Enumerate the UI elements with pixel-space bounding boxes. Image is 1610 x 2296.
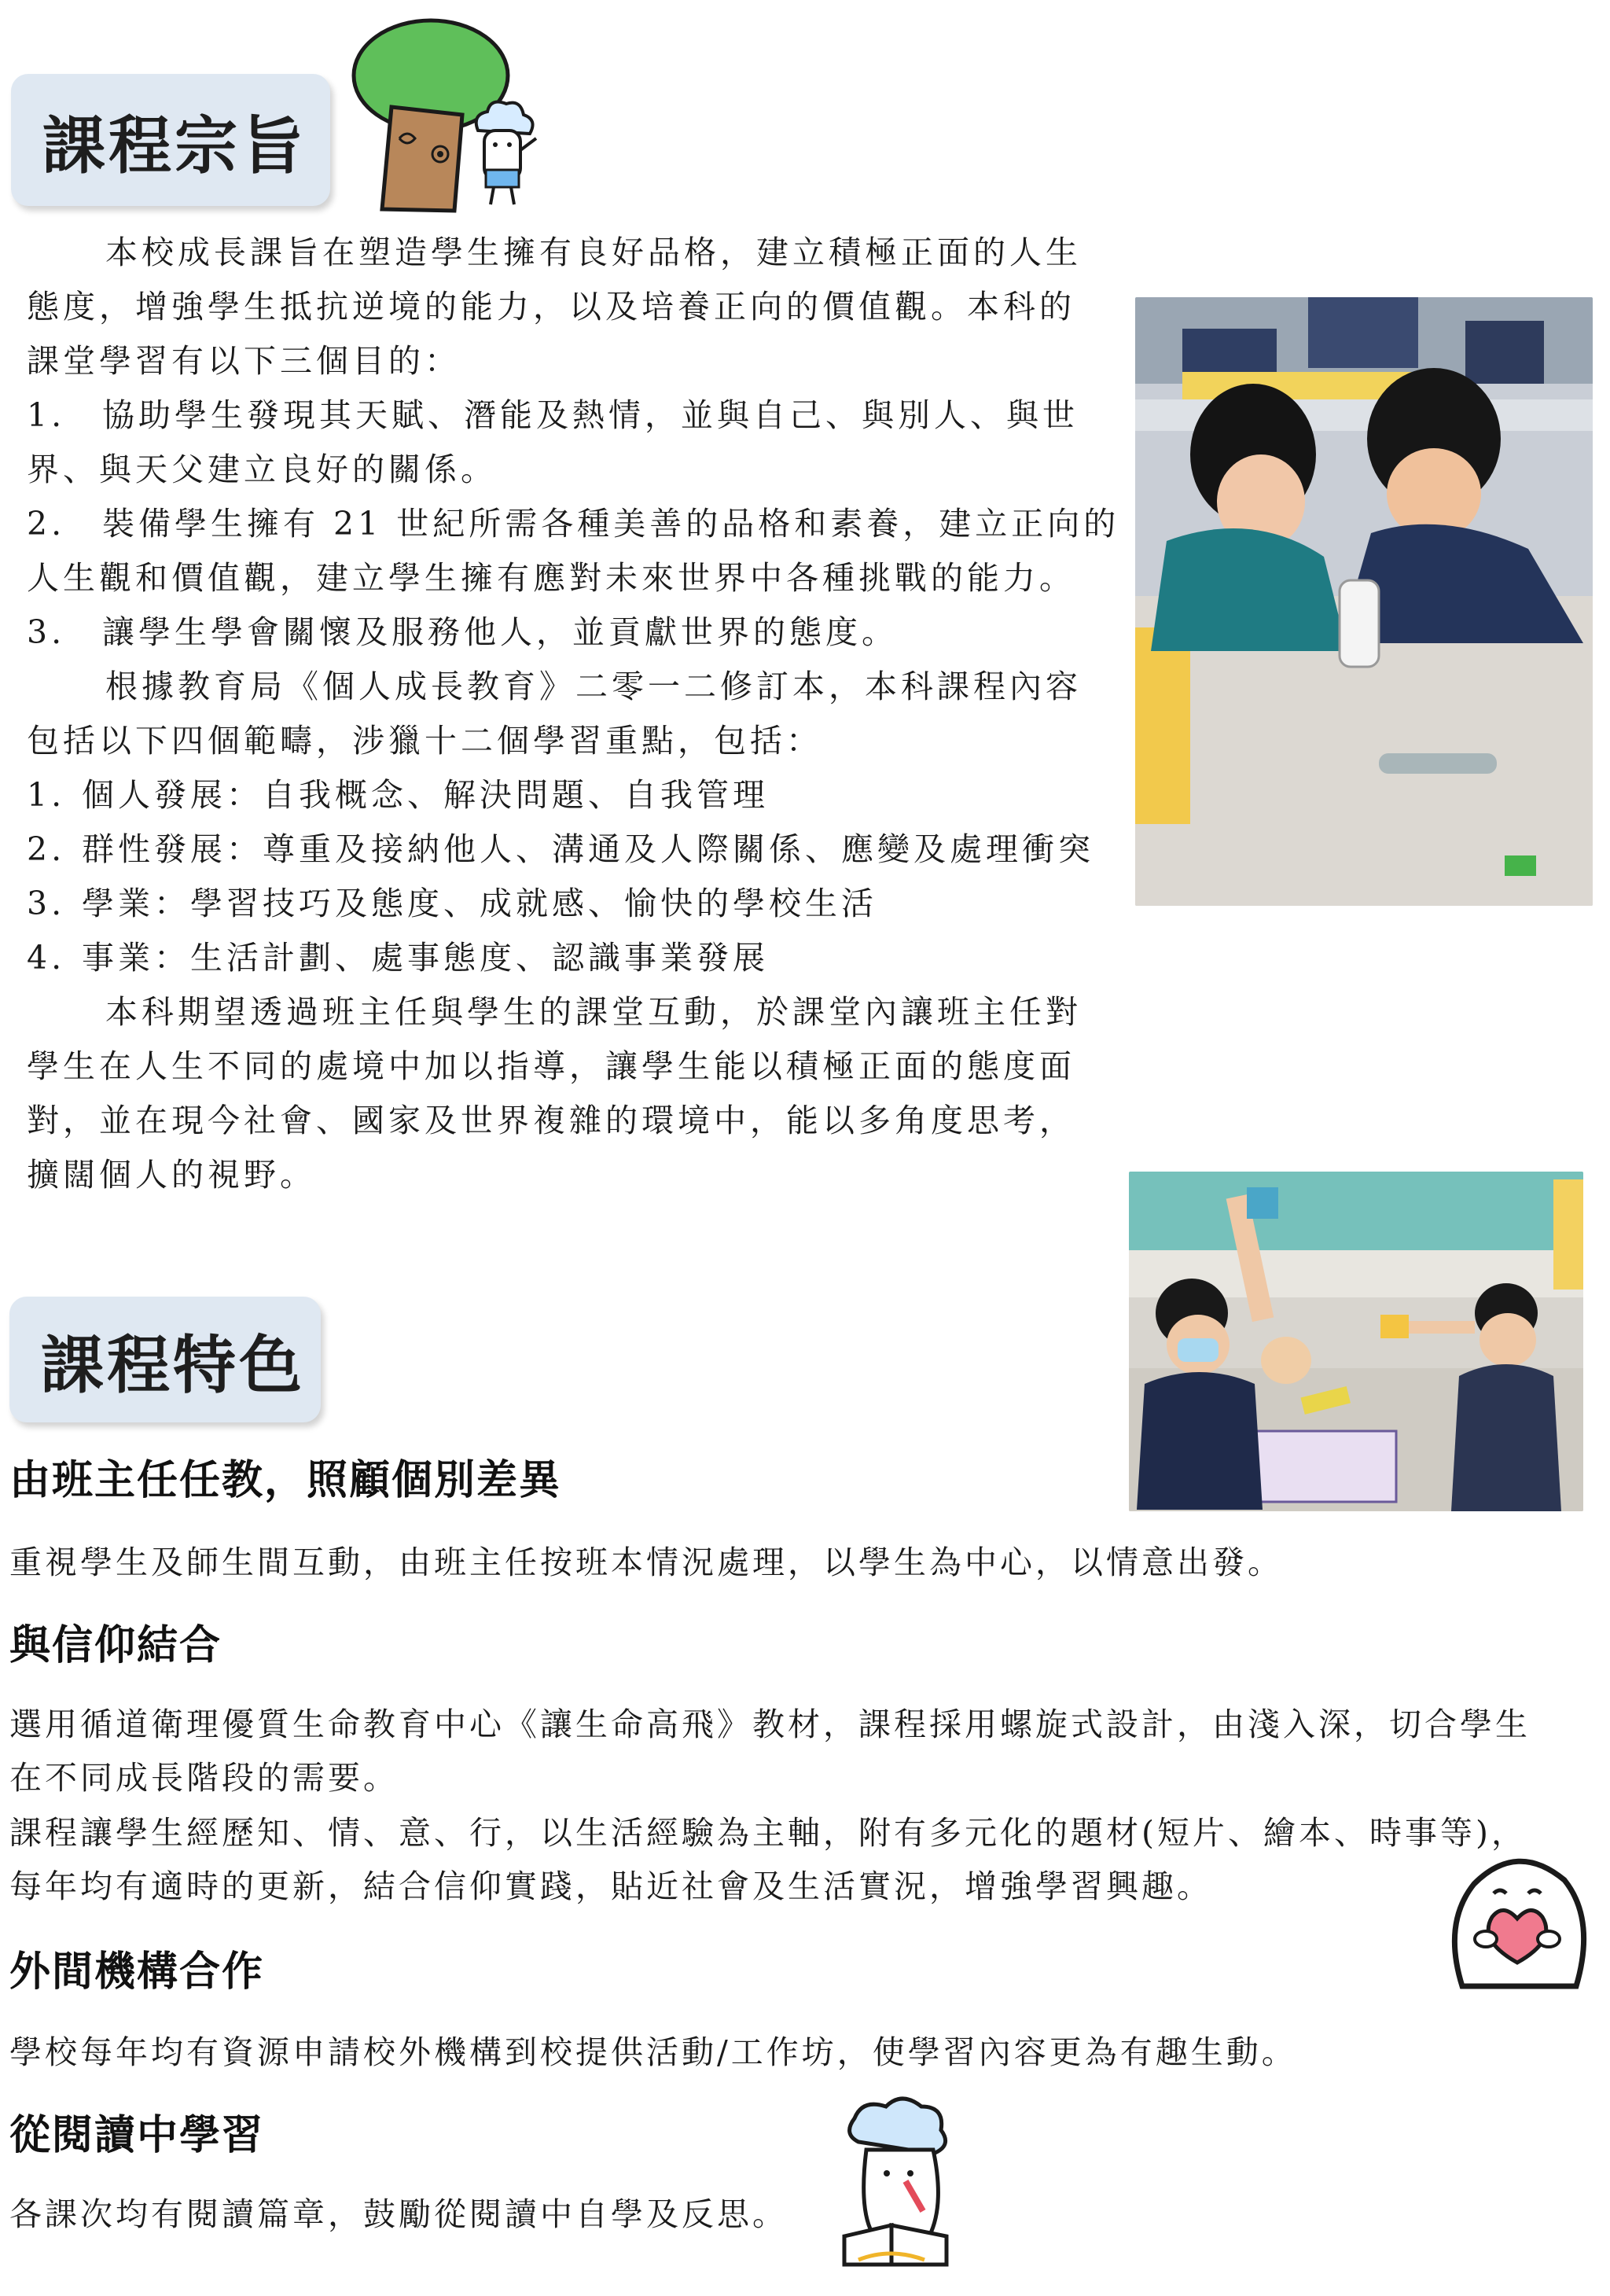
text-line: 對，並在現今社會、國家及世界複雜的環境中，能以多角度思考， xyxy=(27,1102,1075,1139)
text-line: 本校成長課旨在塑造學生擁有良好品格，建立積極正面的人生 xyxy=(105,234,1082,271)
list-item-continuation: 界、與天父建立良好的關係。 xyxy=(27,451,497,488)
section-title-aims xyxy=(11,74,330,206)
heart-mascot-illustration xyxy=(1439,1845,1596,2002)
feature-heading-external-partners: 外間機構合作 xyxy=(9,1948,265,1996)
tree-mascot-illustration xyxy=(344,13,557,219)
expectation-paragraph xyxy=(27,985,1082,1202)
text-line: 本科期望透過班主任與學生的課堂互動，於課堂內讓班主任對 xyxy=(105,993,1082,1031)
feature-text-line: 學校每年均有資源申請校外機構到校提供活動/工作坊，使學習內容更為有趣生動。 xyxy=(9,2033,1297,2071)
text-line: 根據教育局《個人成長教育》二零一二修訂本，本科課程內容 xyxy=(105,668,1082,705)
feature-text-line: 每年均有適時的更新，結合信仰實踐，貼近社會及生活實況，增強學習興趣。 xyxy=(9,1867,1212,1905)
text-line: 學生在人生不同的處境中加以指導，讓學生能以積極正面的態度面 xyxy=(27,1047,1075,1085)
classroom-photo-students-experiment xyxy=(1135,297,1593,906)
section-title-aims-text: 課程宗旨 xyxy=(42,109,307,182)
list-item: 1. 個人發展：自我概念、解決問題、自我管理 xyxy=(27,776,769,814)
reading-mascot-illustration xyxy=(835,2095,961,2268)
list-item: 2. 裝備學生擁有 21 世紀所需各種美善的品格和素養，建立正向的 xyxy=(27,505,1120,543)
text-line: 課堂學習有以下三個目的： xyxy=(27,342,461,380)
feature-heading-faith: 與信仰結合 xyxy=(9,1622,222,1669)
classroom-photo-group-activity xyxy=(1129,1172,1583,1511)
feature-text-line: 在不同成長階段的需要。 xyxy=(9,1759,399,1797)
areas-list xyxy=(27,768,1094,985)
section-title-features xyxy=(9,1297,321,1422)
aims-list xyxy=(27,388,1119,660)
list-item: 4. 事業：生活計劃、處事態度、認識事業發展 xyxy=(27,939,769,977)
list-item: 3. 學業：學習技巧及態度、成就感、愉快的學校生活 xyxy=(27,885,877,922)
text-line: 態度，增強學生抵抗逆境的能力，以及培養正向的價值觀。本科的 xyxy=(27,288,1075,326)
feature-text-line: 重視學生及師生間互動，由班主任按班本情況處理，以學生為中心，以情意出發。 xyxy=(9,1544,1283,1581)
curriculum-scope-paragraph xyxy=(27,660,1082,768)
feature-text-line: 選用循道衛理優質生命教育中心《讓生命高飛》教材，課程採用螺旋式設計，由淺入深，切合學生 xyxy=(9,1705,1531,1743)
feature-heading-reading: 從閱讀中學習 xyxy=(9,2112,265,2159)
aims-intro-paragraph xyxy=(27,226,1082,388)
list-item: 1. 協助學生發現其天賦、潛能及熱情，並與自己、與別人、與世 xyxy=(27,396,1079,434)
feature-text-line: 各課次均有閱讀篇章，鼓勵從閱讀中自學及反思。 xyxy=(9,2195,788,2233)
feature-heading-class-teacher: 由班主任任教，照顧個別差異 xyxy=(9,1457,562,1504)
list-item: 2. 群性發展：尊重及接納他人、溝通及人際關係、應變及處理衝突 xyxy=(27,830,1094,868)
section-title-features-text: 課程特色 xyxy=(41,1328,305,1402)
list-item-continuation: 人生觀和價值觀，建立學生擁有應對未來世界中各種挑戰的能力。 xyxy=(27,559,1075,597)
feature-text-line: 課程讓學生經歷知、情、意、行，以生活經驗為主軸，附有多元化的題材(短片、繪本、時事等)， xyxy=(9,1814,1527,1852)
text-line: 包括以下四個範疇，涉獵十二個學習重點，包括： xyxy=(27,722,822,760)
text-line: 擴闊個人的視野。 xyxy=(27,1156,316,1194)
list-item: 3. 讓學生學會關懷及服務他人，並貢獻世界的態度。 xyxy=(27,613,898,651)
